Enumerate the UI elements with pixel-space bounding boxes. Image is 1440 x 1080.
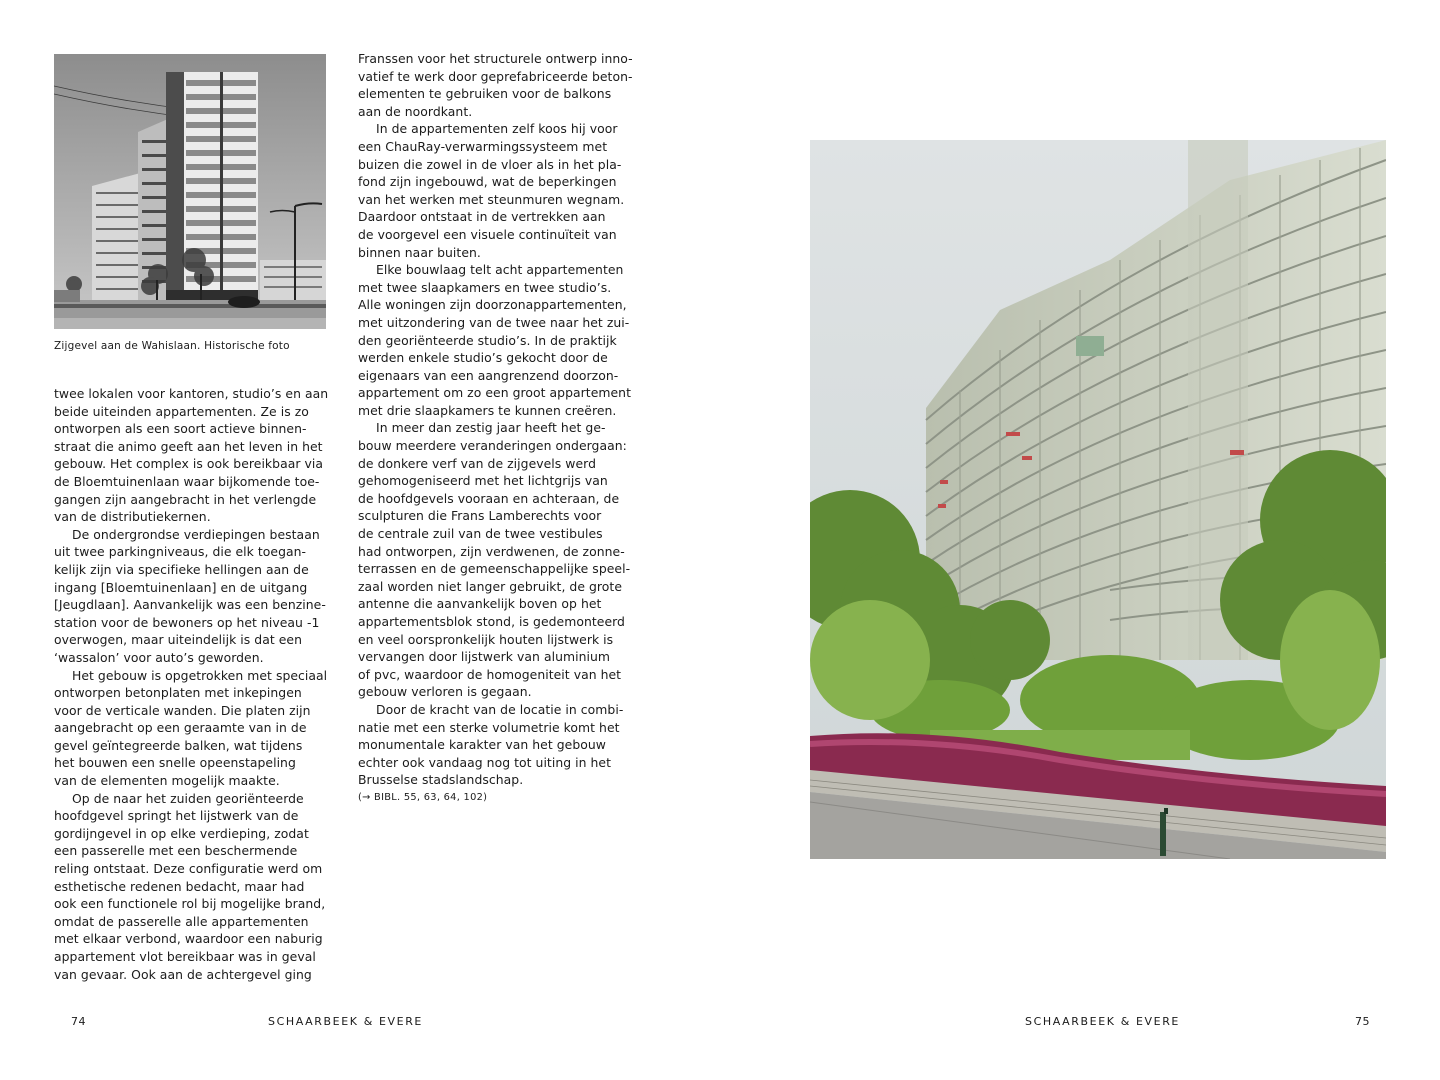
text-line: den georiënteerde studio’s. In de praktijk xyxy=(358,332,617,348)
text-line: sculpturen die Frans Lamberechts voor xyxy=(358,508,602,524)
text-line: antenne die aanvankelijk boven op het xyxy=(358,596,602,612)
running-head-left: SCHAARBEEK & EVERE xyxy=(268,1015,423,1028)
text-line: een ChauRay-verwarmingssysteem met xyxy=(358,138,608,154)
text-line: straat die animo geeft aan het leven in het xyxy=(54,438,323,454)
text-line: aan de noordkant. xyxy=(358,103,473,119)
text-line: overwogen, maar uiteindelijk is dat een xyxy=(54,632,302,648)
text-line: vervangen door lijstwerk van aluminium xyxy=(358,649,611,665)
text-line: en veel oorspronkelijk houten lijstwerk is xyxy=(358,631,614,647)
text-line: had ontworpen, zijn verdwenen, de zonne- xyxy=(358,543,625,559)
text-line: omdat de passerelle alle appartementen xyxy=(54,913,309,929)
page-number-left: 74 xyxy=(71,1015,86,1028)
page-number-right: 75 xyxy=(1355,1015,1370,1028)
text-line: van de distributiekernen. xyxy=(54,509,211,525)
text-line: de Bloemtuinenlaan waar bijkomende toe- xyxy=(54,473,320,489)
text-line: Op de naar het zuiden georiënteerde xyxy=(72,790,304,806)
historic-photo xyxy=(54,54,326,329)
text-line: fond zijn ingebouwd, wat de beperkingen xyxy=(358,174,617,190)
text-line: werden enkele studio’s gekocht door de xyxy=(358,350,608,366)
text-line: terrassen en de gemeenschappelijke speel- xyxy=(358,561,631,577)
text-line: ook een functionele rol bij mogelijke brand, xyxy=(54,896,326,912)
text-line: voor de verticale wanden. Die platen zijn xyxy=(54,702,311,718)
text-line: ontworpen betonplaten met inkepingen xyxy=(54,685,302,701)
text-line: uit twee parkingniveaus, die elk toegan- xyxy=(54,544,307,560)
text-line: de voorgevel een visuele continuïteit van xyxy=(358,226,617,242)
text-line: reling ontstaat. Deze configuratie werd om xyxy=(54,861,323,877)
text-line: gangen zijn aangebracht in het verlengde xyxy=(54,491,317,507)
text-line: de hoofdgevels vooraan en achteraan, de xyxy=(358,490,620,506)
text-line: binnen naar buiten. xyxy=(358,244,481,260)
text-line: station voor de bewoners op het niveau -1 xyxy=(54,614,320,630)
text-line: met twee slaapkamers en twee studio’s. xyxy=(358,279,612,295)
text-line: ‘wassalon’ voor auto’s geworden. xyxy=(54,649,264,665)
text-line: beide uiteinden appartementen. Ze is zo xyxy=(54,403,309,419)
text-line: gordijngevel in op elke verdieping, zodat xyxy=(54,825,309,841)
text-line: van het werken met steunmuren wegnam. xyxy=(358,191,625,207)
text-line: een passerelle met een beschermende xyxy=(54,843,298,859)
text-line: gebouw verloren is gegaan. xyxy=(358,684,532,700)
text-line: hoofdgevel springt het lijstwerk van de xyxy=(54,808,299,824)
text-line: Alle woningen zijn doorzonappartementen, xyxy=(358,297,627,313)
text-line: de donkere verf van de zijgevels werd xyxy=(358,455,596,471)
text-line: met uitzondering van de twee naar het zui- xyxy=(358,314,630,330)
text-line: met elkaar verbond, waardoor een naburig xyxy=(54,931,323,947)
text-line: van de elementen mogelijk maakte. xyxy=(54,773,280,789)
text-line: kelijk zijn via specifieke hellingen aan de xyxy=(54,561,309,577)
middle-text-column xyxy=(358,50,634,807)
text-line: ontworpen als een soort actieve binnen- xyxy=(54,421,307,437)
text-line: gebouw. Het complex is ook bereikbaar via xyxy=(54,456,324,472)
text-line: gevel geïntegreerde balken, wat tijdens xyxy=(54,737,303,753)
text-line: Elke bouwlaag telt acht appartementen xyxy=(376,262,624,278)
text-line: In meer dan zestig jaar heeft het ge- xyxy=(376,420,606,436)
text-line: vatief te werk door geprefabriceerde beton- xyxy=(358,68,633,84)
text-line: esthetische redenen bedacht, maar had xyxy=(54,878,305,894)
text-line: bouw meerdere veranderingen ondergaan: xyxy=(358,438,627,454)
text-line: natie met een sterke volumetrie komt het xyxy=(358,719,620,735)
text-line: met drie slaapkamers te kunnen creëren. xyxy=(358,402,617,418)
text-line: appartementsblok stond, is gedemonteerd xyxy=(358,614,625,629)
text-line: Door de kracht van de locatie in combi- xyxy=(376,701,624,717)
text-line: gehomogeniseerd met het lichtgrijs van xyxy=(358,473,608,489)
bibliography-reference: (→ BIBL. 55, 63, 64, 102) xyxy=(358,791,488,803)
text-line: eigenaars van een aangrenzend doorzon- xyxy=(358,367,619,383)
text-line: Franssen voor het structurele ontwerp inno- xyxy=(358,51,633,66)
text-line: aangebracht op een geraamte van in de xyxy=(54,720,307,736)
text-line: De ondergrondse verdiepingen bestaan xyxy=(72,526,320,542)
text-line: appartement om zo een groot appartement xyxy=(358,385,631,401)
text-line: ingang [Bloemtuinenlaan] en de uitgang xyxy=(54,579,308,595)
text-line: het bouwen een snelle opeenstapeling xyxy=(54,755,296,771)
text-line: de centrale zuil van de twee vestibules xyxy=(358,526,603,542)
text-line: [Jeugdlaan]. Aanvankelijk was een benzine- xyxy=(54,597,326,613)
running-head-right: SCHAARBEEK & EVERE xyxy=(1025,1015,1180,1028)
text-line: monumentale karakter van het gebouw xyxy=(358,737,606,753)
text-line: buizen die zowel in de vloer als in het pla- xyxy=(358,156,622,172)
left-text-column xyxy=(54,385,330,983)
text-line: Brusselse stadslandschap. xyxy=(358,772,524,788)
text-line: echter ook vandaag nog tot uiting in het xyxy=(358,754,612,770)
text-line: zaal worden niet langer gebruikt, de grote xyxy=(358,578,622,594)
text-line: elementen te gebruiken voor de balkons xyxy=(358,86,612,102)
middle-lines xyxy=(358,50,634,789)
photo-caption: Zijgevel aan de Wahislaan. Historische foto xyxy=(54,340,290,352)
text-line: twee lokalen voor kantoren, studio’s en aan xyxy=(54,386,329,401)
text-line: Het gebouw is opgetrokken met speciaal xyxy=(72,667,328,683)
text-line: Daardoor ontstaat in de vertrekken aan xyxy=(358,209,606,225)
color-photo xyxy=(810,140,1386,859)
text-line: In de appartementen zelf koos hij voor xyxy=(376,121,618,137)
text-line: of pvc, waardoor de homogeniteit van het xyxy=(358,666,622,682)
text-line: appartement vlot bereikbaar was in geval xyxy=(54,949,316,964)
text-line: van gevaar. Ook aan de achtergevel ging xyxy=(54,966,312,982)
